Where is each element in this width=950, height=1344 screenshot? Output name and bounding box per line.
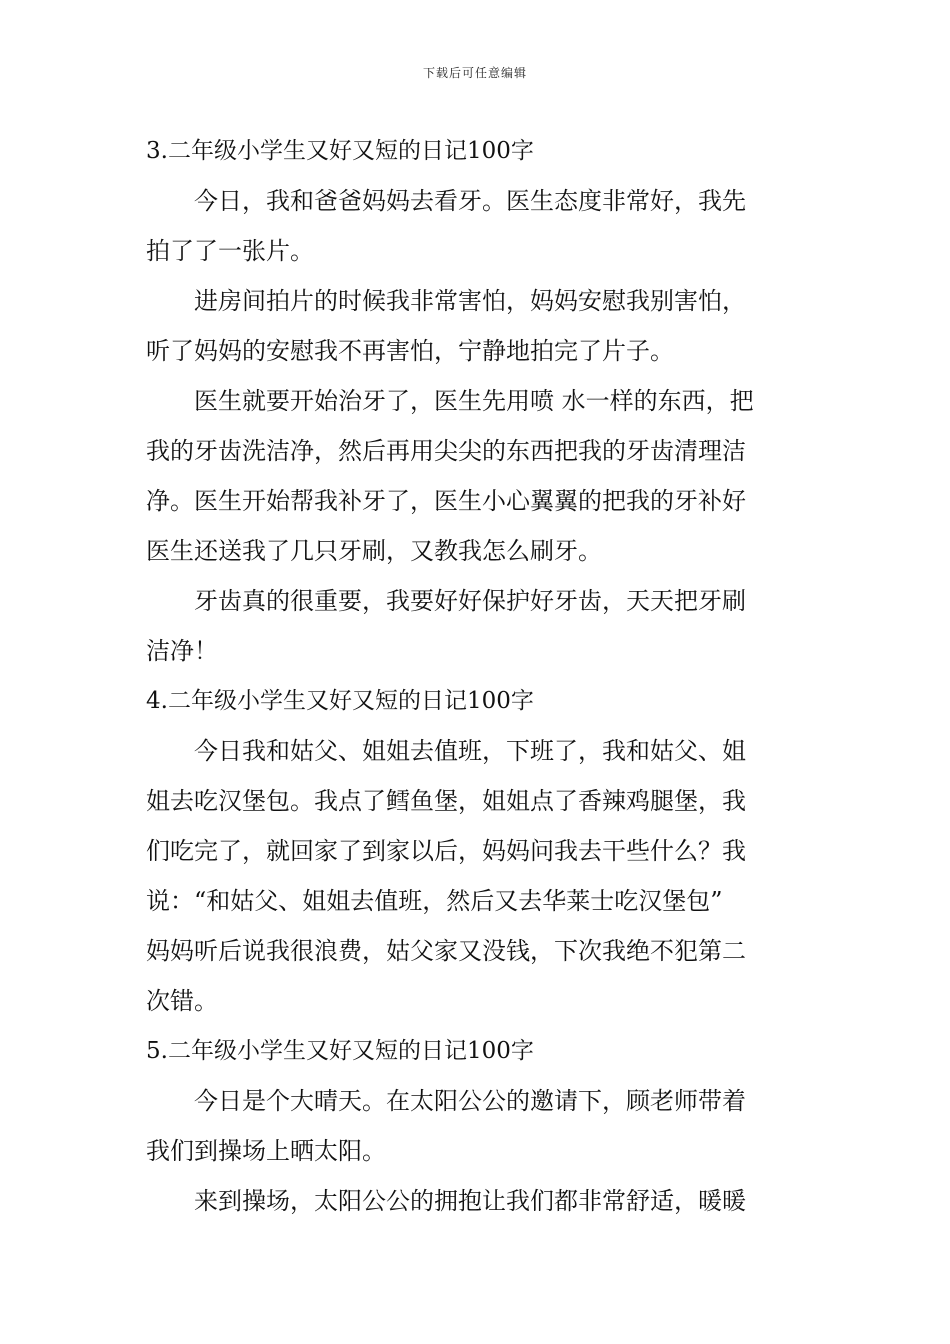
section-heading: 3.二年级小学生又好又短的日记100字: [146, 138, 534, 164]
text-line: 今日是个大晴天。在太阳公公的邀请下，顾老师带着: [194, 1087, 746, 1115]
page-header: 下载后可任意编辑: [422, 66, 527, 80]
paragraph: [146, 726, 811, 1026]
document-body: [146, 126, 811, 1226]
text-line: 医生就要开始治牙了，医生先用喷 水一样的东西，把: [194, 387, 754, 415]
paragraph: [146, 1076, 811, 1176]
text-line: 姐去吃汉堡包。我点了鳕鱼堡，姐姐点了香辣鸡腿堡，我: [146, 787, 746, 815]
text-line: 医生还送我了几只牙刷，又教我怎么刷牙。: [146, 537, 602, 565]
paragraph: [146, 276, 811, 376]
text-line: 净。医生开始帮我补牙了，医生小心翼翼的把我的牙补好: [146, 487, 746, 515]
text-line: 我们到操场上晒太阳。: [146, 1137, 386, 1165]
text-line: 来到操场，太阳公公的拥抱让我们都非常舒适，暖暖: [194, 1187, 746, 1215]
text-line: 今日，我和爸爸妈妈去看牙。医生态度非常好，我先: [194, 187, 746, 215]
text-line: 进房间拍片的时候我非常害怕，妈妈安慰我别害怕，: [194, 287, 746, 315]
text-line: 们吃完了，就回家了到家以后，妈妈问我去干些什么？我: [146, 837, 746, 865]
text-line: 次错。: [146, 987, 218, 1015]
section-heading: 5.二年级小学生又好又短的日记100字: [146, 1038, 534, 1064]
text-line: 我的牙齿洗洁净，然后再用尖尖的东西把我的牙齿清理洁: [146, 437, 746, 465]
paragraph: [146, 376, 811, 576]
text-line: 听了妈妈的安慰我不再害怕，宁静地拍完了片子。: [146, 337, 674, 365]
text-line: 牙齿真的很重要，我要好好保护好牙齿，天天把牙刷: [194, 587, 746, 615]
diary-section-5: [146, 1026, 811, 1226]
text-line: 洁净！: [146, 637, 218, 665]
paragraph: [146, 576, 811, 676]
paragraph: [146, 1176, 811, 1226]
diary-section-3: [146, 126, 811, 676]
diary-section-4: [146, 676, 811, 1026]
text-line: 今日我和姑父、姐姐去值班，下班了，我和姑父、姐: [194, 737, 746, 765]
section-heading: 4.二年级小学生又好又短的日记100字: [146, 688, 534, 714]
text-line: 说：“和姑父、姐姐去值班，然后又去华莱士吃汉堡包”: [146, 887, 723, 915]
text-line: 妈妈听后说我很浪费，姑父家又没钱，下次我绝不犯第二: [146, 937, 746, 965]
paragraph: [146, 176, 811, 276]
text-line: 拍了了一张片。: [146, 237, 314, 265]
